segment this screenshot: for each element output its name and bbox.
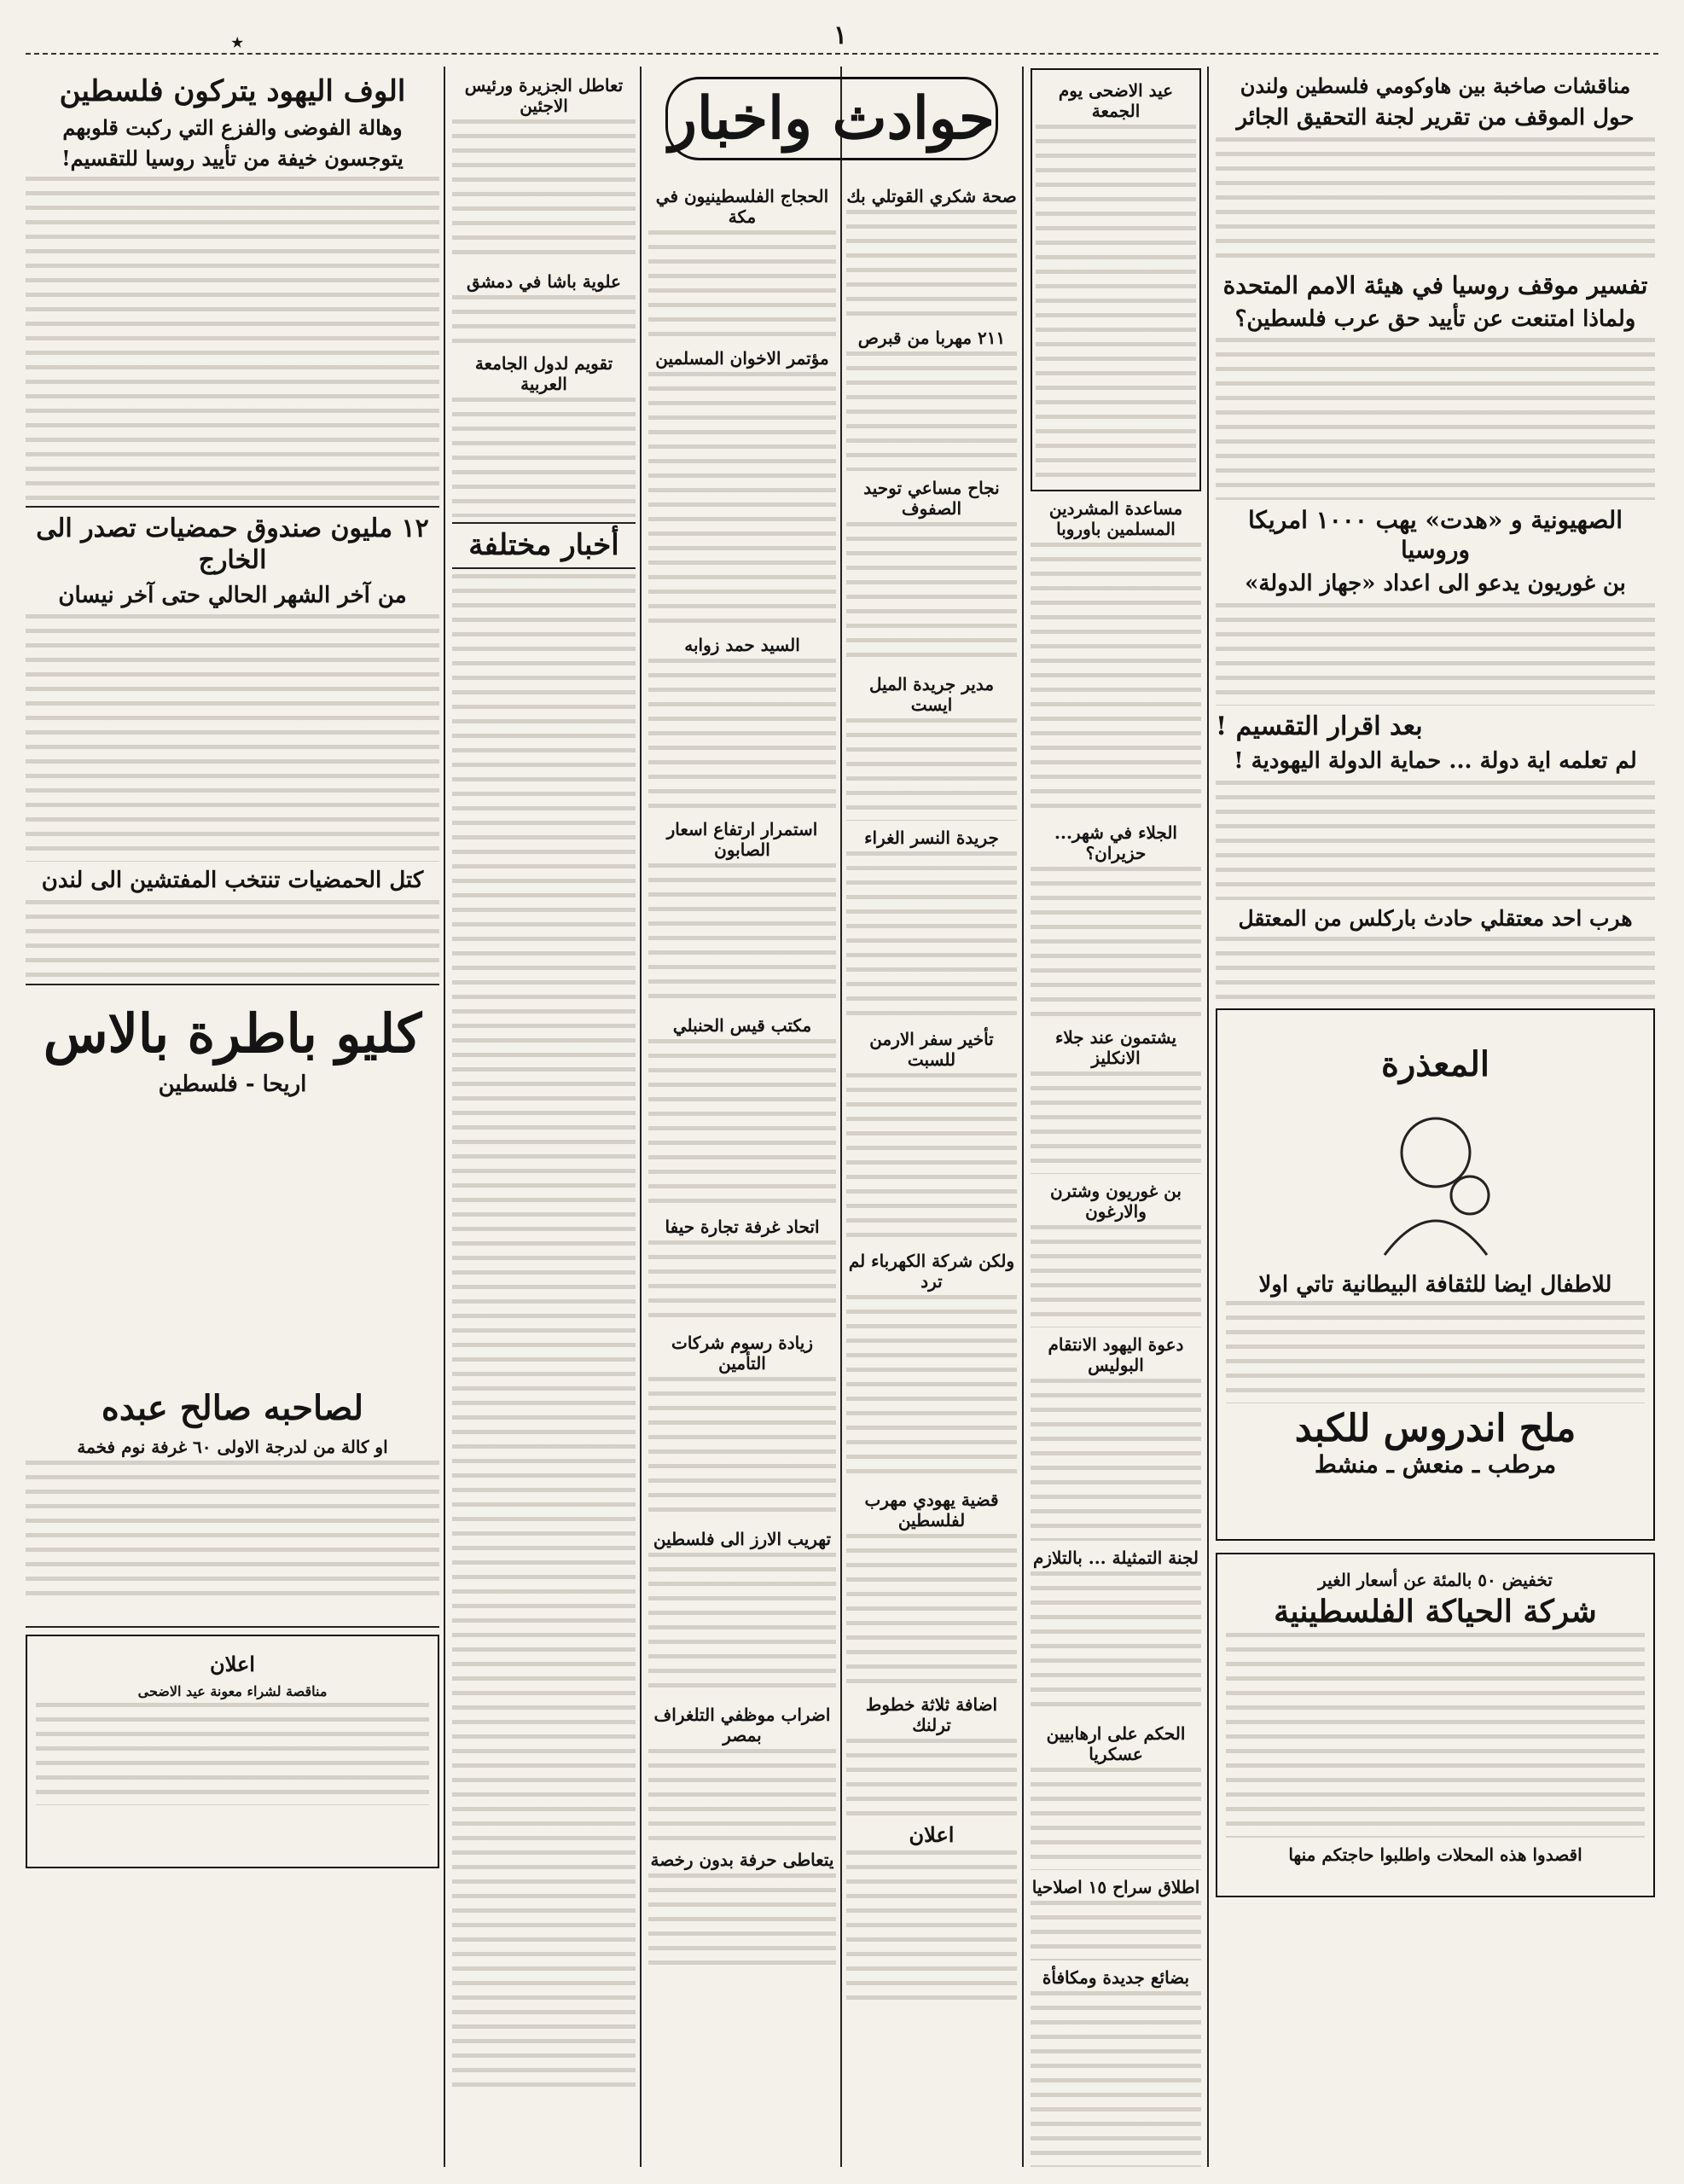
text-block — [846, 351, 1017, 471]
text-block — [1031, 1768, 1201, 1870]
ad-space — [26, 1101, 439, 1382]
headline: نجاح مساعي توحيد الصفوف — [863, 478, 1000, 519]
column-right — [1216, 68, 1655, 2167]
masthead-region — [648, 68, 1015, 171]
headline: دعوة اليهود الانتقام البوليس — [1048, 1334, 1184, 1375]
text-block — [1031, 1379, 1201, 1541]
text-block — [1031, 1991, 1201, 2167]
text-block — [1216, 937, 1655, 1005]
text-block — [846, 1073, 1017, 1244]
headline: جريدة النسر الغراء — [864, 828, 999, 848]
text-block — [1216, 338, 1655, 500]
text-block — [846, 851, 1017, 1022]
headline: الحكم على ارهابيين عسكريا — [1046, 1723, 1186, 1764]
text-block — [846, 718, 1017, 821]
text-block — [452, 119, 636, 264]
ad-top-line: تخفيض ٥٠ بالمئة عن أسعار الغير — [1318, 1569, 1553, 1590]
text-block — [1031, 1571, 1201, 1716]
text-block — [648, 1553, 836, 1698]
headline: يشتمون عند جلاء الانكليز — [1054, 1027, 1177, 1068]
text-block — [648, 230, 836, 341]
headline: تهريب الارز الى فلسطين — [653, 1529, 832, 1549]
headline: اتحاد غرفة تجارة حيفا — [665, 1217, 820, 1237]
headline: ١٢ مليون صندوق حمضيات تصدر الى الخارج — [26, 506, 439, 577]
headline: تأخير سفر الارمن للسبت — [869, 1029, 994, 1070]
text-block — [1031, 543, 1201, 816]
headline: السيد حمد زوابه — [684, 635, 800, 655]
ad-tagline: مرطب ـ منعش ـ منشط — [1314, 1449, 1557, 1478]
headline: مناقشات صاخبة بين هاوكومي فلسطين ولندن — [1240, 73, 1631, 98]
headline: وهالة الفوضى والفزع التي ركبت قلوبهم — [62, 114, 403, 140]
headline: من آخر الشهر الحالي حتى آخر نيسان — [58, 582, 407, 608]
headline: ٢١١ مهربا من قبرص — [857, 328, 1006, 348]
headline: الحجاج الفلسطينيون في مكة — [655, 186, 829, 227]
headline: زيادة رسوم شركات التأمين — [671, 1333, 813, 1374]
ad-slogan: للاطفال ايضا للثقافة البيطانية تاتي اولا — [1258, 1271, 1612, 1298]
headline: اضراب موظفي التلغراف بمصر — [653, 1705, 831, 1745]
text-block — [26, 177, 439, 501]
ad-brand: المعذرة — [1381, 1043, 1489, 1084]
headline: مدير جريدة الميل ايست — [868, 674, 995, 715]
text-block — [452, 398, 636, 517]
column-rule — [444, 67, 445, 2167]
headline: مكتب قيس الحنبلي — [672, 1015, 812, 1036]
headline: بضائع جديدة ومكافأة — [1042, 1967, 1190, 1988]
column-3 — [846, 179, 1017, 2167]
column-rule — [1022, 67, 1024, 2167]
text-block — [846, 210, 1017, 321]
text-block — [648, 1039, 836, 1210]
advertisement-cleopatra — [26, 984, 439, 1628]
notice-title: عيد الاضحى يوم الجمعة — [1058, 80, 1174, 121]
text-block — [648, 863, 836, 1008]
ad-subtitle: اريحا - فلسطين — [158, 1071, 307, 1097]
headline: يتوجسون خيفة من تأييد روسيا للتقسيم! — [61, 145, 404, 171]
column-2 — [1031, 68, 1201, 2167]
text-block — [846, 1295, 1017, 1483]
text-block — [846, 522, 1017, 667]
headline: بن غوريون يدعو الى اعداد «جهاز الدولة» — [1245, 571, 1626, 596]
page-mark: ٭ — [230, 27, 245, 57]
headline: بن غوريون وشترن والارغون — [1050, 1181, 1182, 1222]
headline: الجلاء في شهر... حزيران؟ — [1054, 822, 1177, 863]
headline: هرب احد معتقلي حادث باركلس من المعتقل — [1238, 905, 1633, 931]
eid-notice — [1031, 68, 1201, 491]
ad-product: ملح اندروس للكبد — [1294, 1406, 1577, 1450]
text-block — [648, 372, 836, 628]
text-block — [648, 659, 836, 812]
notice-subtitle: مناقصة لشراء معونة عيد الاضحى — [137, 1682, 328, 1699]
headline: ولماذا امتنعت عن تأييد حق عرب فلسطين؟ — [1234, 305, 1636, 332]
text-block — [1216, 781, 1655, 900]
headline: الوف اليهود يتركون فلسطين — [59, 74, 406, 108]
headline: مساعدة المشردين المسلمين باوروبا — [1048, 498, 1183, 539]
ad-text — [1226, 1301, 1645, 1403]
column-5 — [452, 68, 636, 2167]
text-block — [846, 1739, 1017, 1815]
text-block — [846, 1850, 1017, 2004]
headline: مؤتمر الاخوان المسلمين — [655, 348, 829, 369]
headline: استمرار ارتفاع اسعار الصابون — [666, 819, 818, 860]
headline: اضافة ثلاثة خطوط ترلنك — [865, 1694, 998, 1735]
headline: حول الموقف من تقرير لجنة التحقيق الجائر — [1236, 105, 1635, 131]
headline: قضية يهودي مهرب لفلسطين — [864, 1490, 999, 1531]
notice-box — [26, 1635, 439, 1868]
text-block — [1031, 1225, 1201, 1327]
headline: اطلاق سراح ١٥ اصلاحيا — [1031, 1877, 1200, 1897]
headline: علوية باشا في دمشق — [467, 271, 621, 292]
top-rule — [26, 53, 1658, 55]
section-heading: أخبار مختلفة — [452, 522, 636, 569]
headline: يتعاطى حرفة بدون رخصة — [650, 1850, 834, 1870]
ad-title: كليو باطرة بالاس — [43, 1002, 422, 1065]
headline: الصهيونية و «هدت» يهب ١٠٠٠ امريكا وروسيا — [1247, 506, 1623, 564]
column-left — [26, 68, 439, 2167]
headline: صحة شكري القوتلي بك — [846, 186, 1017, 206]
advertisement-weaving — [1216, 1553, 1655, 1897]
text-block — [452, 574, 636, 2093]
advertisement-andrews — [1216, 1008, 1655, 1541]
newspaper-page — [26, 17, 1658, 2167]
text-block — [648, 1749, 836, 1843]
headline: تفسير موقف روسيا في هيئة الامم المتحدة — [1222, 270, 1648, 299]
section-masthead: حوادث واخبار — [665, 77, 998, 160]
headline: تعاطل الجزيرة ورئيس الاجئين — [464, 75, 624, 116]
text-block — [1031, 1901, 1201, 1960]
column-4 — [648, 179, 836, 2167]
headline: لجنة التمثيلة ... بالتلازم — [1033, 1548, 1199, 1568]
ad-owner: لصاحبه صالح عبده — [101, 1387, 364, 1428]
text-block — [26, 900, 439, 977]
column-rule — [1207, 67, 1209, 2167]
text-block — [26, 614, 439, 862]
text-block — [1216, 137, 1655, 265]
notice-text — [1036, 125, 1196, 483]
ad-line: او كالة من لدرجة الاولى ٦٠ غرفة نوم فخمة — [77, 1436, 388, 1457]
text-block — [846, 1534, 1017, 1687]
ad-title: شركة الحياكة الفلسطينية — [1274, 1593, 1597, 1629]
text-block — [452, 295, 636, 346]
notice-title: اعلان — [210, 1651, 255, 1676]
text-block — [1031, 1072, 1201, 1174]
page-number: ١ — [833, 20, 848, 50]
text-block — [1031, 867, 1201, 1020]
notice-text — [36, 1703, 429, 1805]
text-block — [648, 1873, 836, 1967]
headline: ولكن شركة الكهرباء لم ترد — [848, 1251, 1015, 1292]
column-rule — [640, 67, 642, 2167]
mother-child-illustration — [1350, 1093, 1521, 1263]
ad-text — [26, 1461, 439, 1606]
text-block — [648, 1377, 836, 1522]
ad-bottom-line: اقصدوا هذه المحلات واطلبوا حاجتكم منها — [1288, 1844, 1582, 1865]
headline: كتل الحمضيات تنتخب المفتشين الى لندن — [41, 868, 424, 893]
headline: لم تعلمه اية دولة ... حماية الدولة اليهودية ! — [1234, 748, 1637, 774]
headline: بعد اقرار التقسيم ! — [1216, 711, 1423, 741]
headline: تقويم لدول الجامعة العربية — [474, 353, 613, 394]
ad-text — [1226, 1633, 1645, 1838]
headline: اعلان — [909, 1822, 955, 1847]
column-rule — [840, 67, 842, 2167]
text-block — [1216, 603, 1655, 706]
text-block — [648, 1240, 836, 1326]
